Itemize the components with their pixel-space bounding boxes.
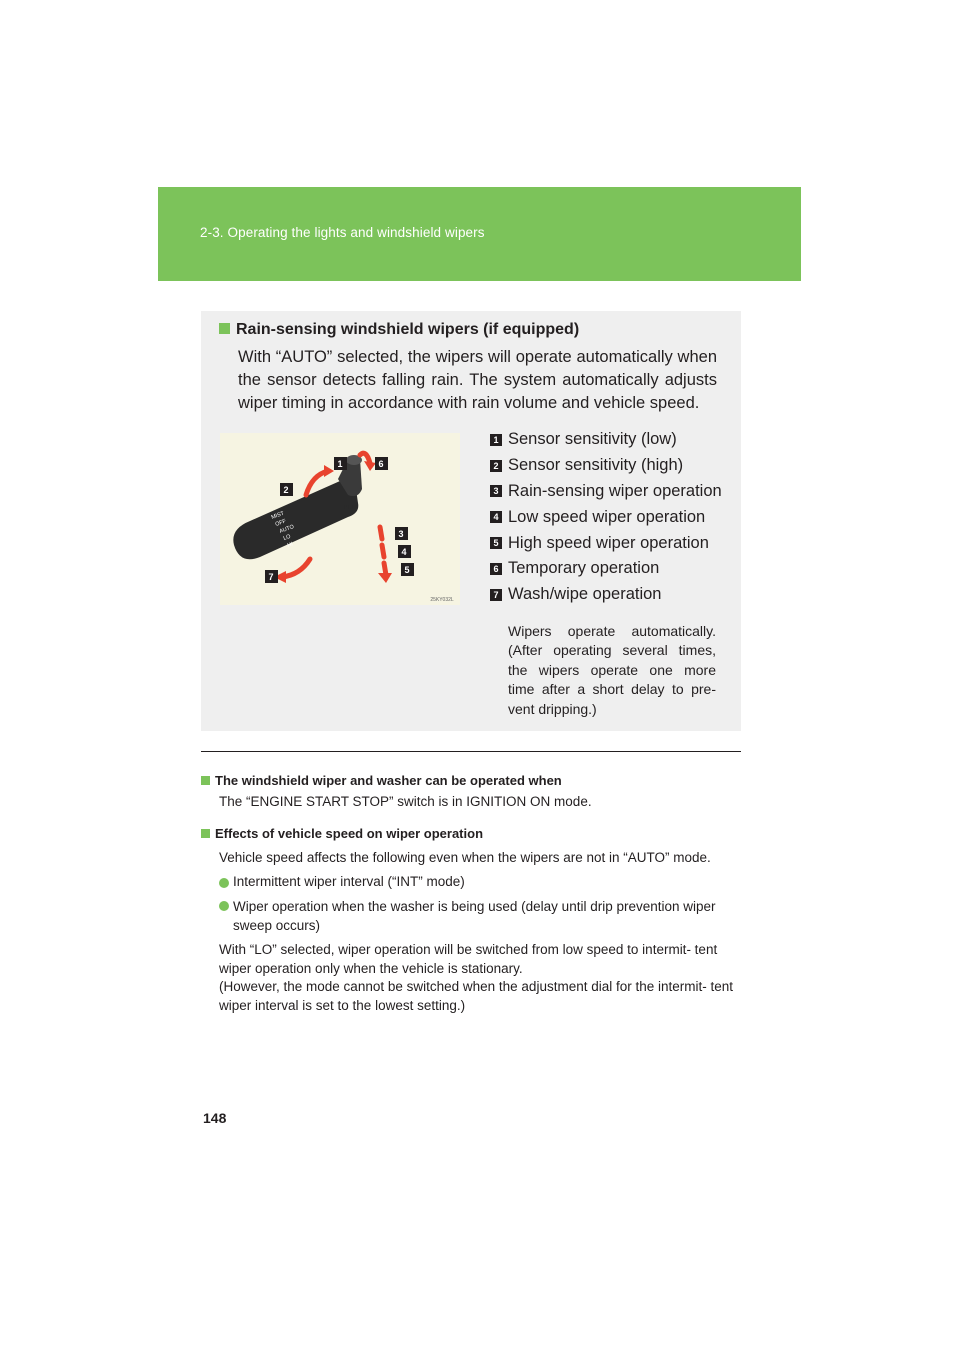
bullet-text: Intermittent wiper interval (“INT” mode) [233, 874, 465, 889]
legend-label: Low speed wiper operation [508, 507, 706, 526]
note-2 [201, 826, 741, 1015]
green-square-icon [219, 323, 230, 334]
note-1 [201, 773, 741, 809]
green-square-icon [201, 776, 210, 785]
section-title: 2-3. Operating the lights and windshield wipers [200, 225, 485, 240]
arrow-3 [380, 527, 382, 539]
lever-label-mist: MIST [270, 510, 286, 521]
number-box: 7 [490, 589, 502, 601]
bullet-text: Wiper operation when the washer is being used (delay until drip prevention wiper sweep occurs) [233, 899, 716, 933]
legend-item [490, 530, 730, 556]
callout-4: 4 [401, 547, 407, 557]
callout-1: 1 [337, 459, 343, 469]
note-text: Vehicle speed affects the following even when the wipers are not in “AUTO” mode. [219, 850, 711, 865]
legend-item [490, 479, 730, 505]
note-text: The “ENGINE START STOP” switch is in IGNITION ON mode. [219, 794, 592, 809]
callout-7: 7 [268, 572, 274, 582]
legend-label: Temporary operation [508, 559, 660, 578]
note-heading-text: Effects of vehicle speed on wiper operation [215, 826, 484, 841]
lever-label-pull: PULL [344, 505, 358, 511]
legend-label: Sensor sensitivity (high) [508, 456, 684, 475]
legend-item [490, 582, 730, 608]
note-heading [201, 826, 741, 841]
arrow-head-5 [378, 573, 392, 583]
green-square-icon [201, 829, 210, 838]
lever-label-off: OFF [274, 518, 288, 528]
wiper-lever-figure [220, 433, 460, 605]
bullet-dot-icon [219, 878, 229, 888]
note-paragraph: With “LO” selected, wiper operation will be switched from low speed to intermit- tent wiper operation only when the vehicle is stationary. [219, 942, 718, 976]
legend-item [490, 504, 730, 530]
legend-label: High speed wiper operation [508, 533, 709, 552]
legend-item [490, 453, 730, 479]
number-box: 3 [490, 485, 502, 497]
page-number: 148 [203, 1110, 227, 1126]
callout-3: 3 [398, 529, 404, 539]
legend-label: Wash/wipe operation [508, 585, 662, 604]
note-paragraph: (However, the mode cannot be switched when the adjustment dial for the intermit- tent wiper interval is set to the lowest setting.) [219, 979, 734, 1013]
number-box: 2 [490, 460, 502, 472]
note-heading-text: The windshield wiper and washer can be operated when [215, 773, 562, 788]
bullet-dot-icon [219, 901, 229, 911]
lever-label-lo: LO [282, 533, 292, 542]
legend-label: Rain-sensing wiper operation [508, 481, 722, 500]
lever-label-hi: HI [286, 541, 294, 549]
arrow-head-6 [364, 461, 376, 471]
bullet-item [219, 897, 741, 935]
legend-note: Wipers operate automatically. (After operating several times, the wipers operate one more time after a short delay to pre- vent dripping.) [508, 622, 716, 717]
arrow-7 [282, 559, 310, 577]
legend-list [490, 427, 730, 719]
legend-label: Sensor sensitivity (low) [508, 430, 677, 449]
number-box: 4 [490, 511, 502, 523]
legend-item [490, 556, 730, 582]
number-box: 6 [490, 563, 502, 575]
lever-label-auto: AUTO [278, 524, 295, 535]
figure-code: 25KY032L [430, 597, 454, 603]
callout-2: 2 [283, 485, 289, 495]
number-box: 1 [490, 434, 502, 446]
note-heading [201, 773, 741, 788]
divider [201, 751, 741, 752]
wiper-lever-illustration [220, 433, 460, 605]
number-box: 5 [490, 537, 502, 549]
bullet-item [219, 874, 741, 889]
box-heading-text: Rain-sensing windshield wipers (if equipped) [236, 321, 580, 338]
callout-6: 6 [378, 459, 384, 469]
box-intro: With “AUTO” selected, the wipers will operate automatically when the sensor detects falling rain. The system automatically adjusts wiper timing in accordance with rain volume and vehicle speed. [238, 348, 717, 412]
lever-grip [233, 480, 358, 559]
callout-5: 5 [404, 565, 410, 575]
legend-item [490, 427, 730, 453]
section-header-bar [158, 187, 801, 281]
arrow-head-2 [324, 465, 334, 477]
box-heading [219, 321, 579, 339]
arrow-4 [382, 545, 384, 557]
